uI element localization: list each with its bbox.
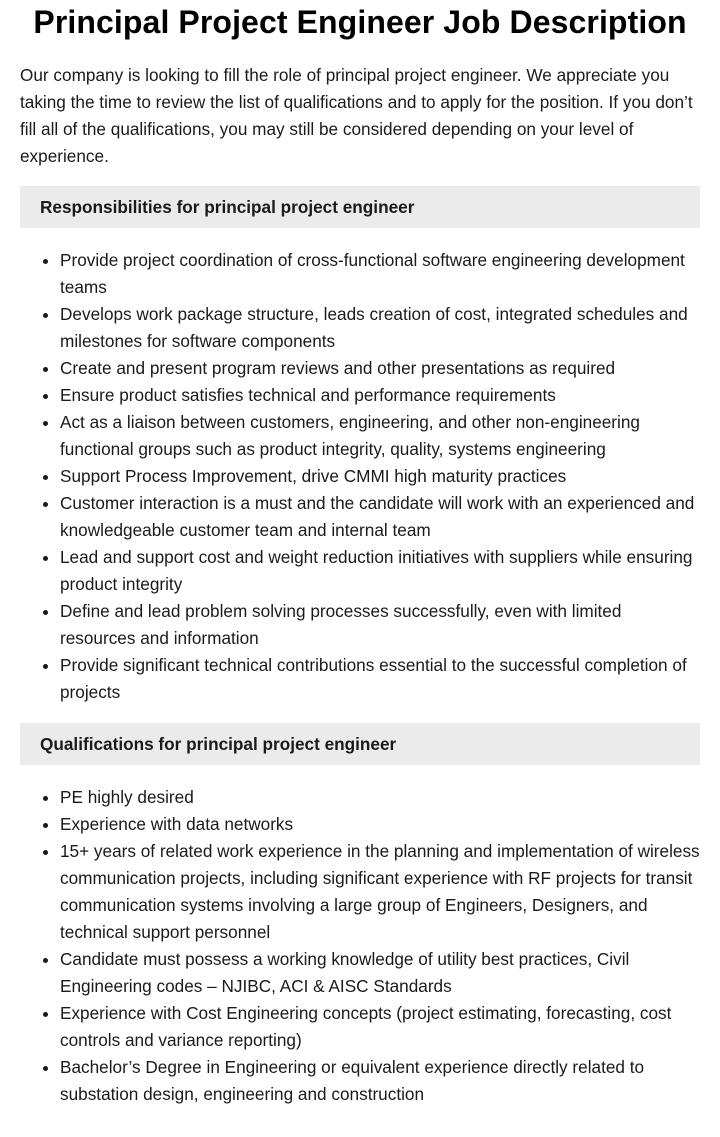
responsibilities-list	[20, 247, 700, 706]
list-item: • Support Process Improvement, drive CMMI high maturity practices	[60, 463, 700, 490]
list-item: • 15+ years of related work experience in the planning and implementation of wireless communication projects, including significant experience with RF projects for transit communication systems involving a large group of Engineers, Designers, and technical support personnel	[60, 838, 700, 946]
responsibilities-heading: Responsibilities for principal project engineer	[20, 186, 700, 228]
list-item: • PE highly desired	[60, 784, 700, 811]
list-item: • Create and present program reviews and other presentations as required	[60, 355, 700, 382]
list-item: • Candidate must possess a working knowledge of utility best practices, Civil Engineering codes – NJIBC, ACI & AISC Standards	[60, 946, 700, 1000]
qualifications-list	[20, 784, 700, 1108]
list-item: • Customer interaction is a must and the candidate will work with an experienced and knowledgeable customer team and internal team	[60, 490, 700, 544]
list-item: • Bachelor’s Degree in Engineering or equivalent experience directly related to substation design, engineering and construction	[60, 1054, 700, 1108]
page-title: Principal Project Engineer Job Description	[33, 4, 687, 40]
list-item: • Ensure product satisfies technical and performance requirements	[60, 382, 700, 409]
list-item: • Lead and support cost and weight reduction initiatives with suppliers while ensuring product integrity	[60, 544, 700, 598]
list-item: • Provide significant technical contributions essential to the successful completion of projects	[60, 652, 700, 706]
list-item: • Develops work package structure, leads creation of cost, integrated schedules and milestones for software components	[60, 301, 700, 355]
list-item: • Experience with data networks	[60, 811, 700, 838]
list-item: • Act as a liaison between customers, engineering, and other non-engineering functional groups such as product integrity, quality, systems engineering	[60, 409, 700, 463]
list-item: • Provide project coordination of cross-functional software engineering development teams	[60, 247, 700, 301]
intro-paragraph: Our company is looking to fill the role of principal project engineer. We appreciate you taking the time to review the list of qualifications and to apply for the position. If you don’t fill all of the qualifications, you may still be considered depending on your level of experience.	[20, 65, 693, 166]
qualifications-heading: Qualifications for principal project engineer	[20, 723, 700, 765]
list-item: • Experience with Cost Engineering concepts (project estimating, forecasting, cost controls and variance reporting)	[60, 1000, 700, 1054]
list-item: • Define and lead problem solving processes successfully, even with limited resources and information	[60, 598, 700, 652]
